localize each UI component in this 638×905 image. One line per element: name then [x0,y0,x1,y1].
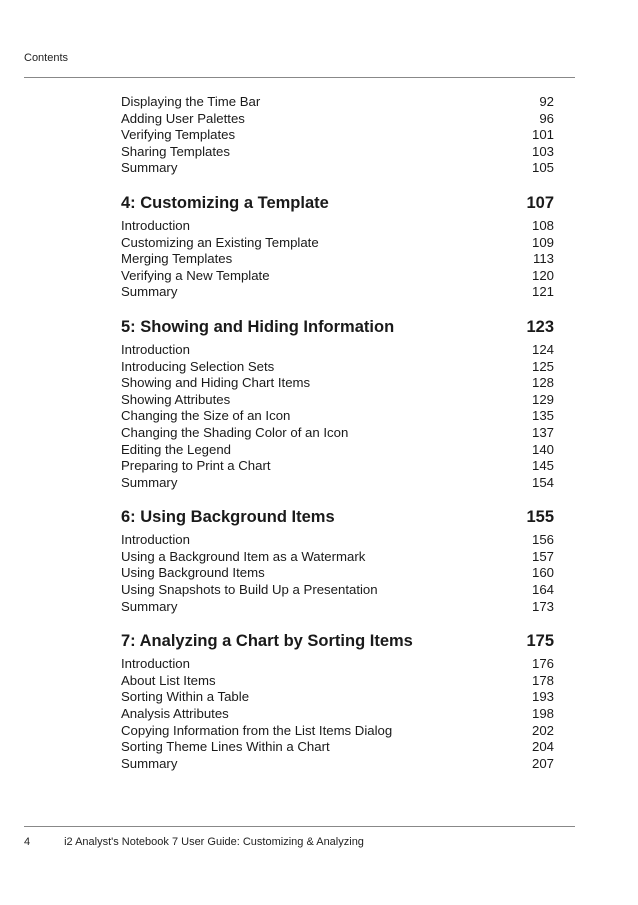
toc-entry-page-number: 125 [531,358,554,374]
toc-entry-page-number: 145 [531,458,554,474]
toc-entry-page-number: 198 [531,706,554,722]
chapter-title: 7: Analyzing a Chart by Sorting Items [121,632,413,651]
toc-entry-page-number: 140 [531,441,554,457]
toc-entry-title: Using Background Items [121,565,265,581]
footer-book-title: i2 Analyst's Notebook 7 User Guide: Customizing & Analyzing [64,836,364,848]
chapter-heading[interactable] [121,507,554,527]
toc-entry-title: Sorting Theme Lines Within a Chart [121,739,330,755]
toc-entry-title: Introducing Selection Sets [121,358,275,374]
toc-entry-page-number: 124 [531,341,554,357]
toc-entry-page-number: 108 [531,217,554,233]
toc-entry-page-number: 154 [531,474,554,490]
chapter-title: 6: Using Background Items [121,508,335,527]
toc-entry[interactable] [121,342,554,359]
toc-entry[interactable] [121,235,554,252]
toc-entry-page-number: 120 [531,267,554,283]
toc-entry[interactable] [121,127,554,144]
toc-entry-page-number: 101 [531,127,554,143]
toc-entry[interactable] [121,706,554,723]
toc-entry[interactable] [121,475,554,492]
toc-entry[interactable] [121,94,554,111]
toc-entry[interactable] [121,425,554,442]
running-header: Contents [24,52,69,64]
toc-entry-title: Using a Background Item as a Watermark [121,548,366,564]
toc-entry[interactable] [121,532,554,549]
toc-entry[interactable] [121,673,554,690]
toc-entry[interactable] [121,723,554,740]
toc-entry[interactable] [121,251,554,268]
table-of-contents [121,94,554,772]
toc-entry-title: Using Snapshots to Build Up a Presentation [121,582,378,598]
toc-entry[interactable] [121,549,554,566]
toc-entry[interactable] [121,144,554,161]
toc-entry-title: Merging Templates [121,251,233,267]
toc-entry[interactable] [121,160,554,177]
chapter-title: 5: Showing and Hiding Information [121,317,395,336]
chapter-heading[interactable] [121,631,554,651]
toc-entry-page-number: 103 [531,143,554,159]
toc-entry-title: Verifying Templates [121,127,236,143]
toc-entry[interactable] [121,359,554,376]
toc-entry-page-number: 129 [531,391,554,407]
toc-entry-title: Summary [121,474,178,490]
toc-entry-page-number: 176 [531,656,554,672]
toc-entry-title: Analysis Attributes [121,706,229,722]
footer-rule [24,826,575,827]
toc-entry-title: Introduction [121,656,190,672]
toc-entry-page-number: 137 [531,424,554,440]
toc-entry-title: Summary [121,755,178,771]
toc-entry-title: Editing the Legend [121,441,231,457]
toc-entry-title: Showing and Hiding Chart Items [121,375,311,391]
toc-entry-page-number: 173 [531,598,554,614]
toc-entry-page-number: 207 [531,755,554,771]
toc-entry[interactable] [121,739,554,756]
toc-entry-title: Copying Information from the List Items Dialog [121,722,393,738]
toc-entry[interactable] [121,111,554,128]
toc-entry-title: Sorting Within a Table [121,689,250,705]
chapter-heading[interactable] [121,193,554,213]
header-rule [24,77,575,78]
toc-entry-title: Introduction [121,532,190,548]
toc-entry-title: Adding User Palettes [121,110,245,126]
toc-entry-page-number: 202 [531,722,554,738]
toc-entry-page-number: 92 [539,94,554,109]
toc-entry-page-number: 193 [531,689,554,705]
toc-entry-page-number: 128 [531,375,554,391]
chapter-page-number: 175 [526,632,554,651]
toc-entry-title: Summary [121,160,178,176]
chapter-page-number: 155 [526,508,554,527]
toc-entry-page-number: 113 [532,251,554,267]
toc-entry-title: Changing the Size of an Icon [121,408,291,424]
toc-section [121,507,554,615]
toc-entry[interactable] [121,268,554,285]
toc-section [121,631,554,772]
chapter-title: 4: Customizing a Template [121,193,329,212]
toc-entry-page-number: 178 [531,672,554,688]
toc-entry-page-number: 157 [531,548,554,564]
toc-entry[interactable] [121,458,554,475]
toc-entry[interactable] [121,442,554,459]
toc-entry-title: Summary [121,284,178,300]
toc-entry-title: Customizing an Existing Template [121,234,319,250]
chapter-heading[interactable] [121,317,554,337]
toc-entry-title: Showing Attributes [121,391,231,407]
page-footer [24,836,364,848]
toc-section [121,94,554,177]
toc-entry[interactable] [121,218,554,235]
toc-section [121,317,554,491]
chapter-page-number: 123 [526,317,554,336]
toc-entry-title: Sharing Templates [121,143,230,159]
toc-entry-page-number: 156 [531,532,554,548]
toc-entry-page-number: 105 [531,160,554,176]
toc-entry-title: Summary [121,598,178,614]
toc-entry[interactable] [121,392,554,409]
toc-entry[interactable] [121,756,554,773]
toc-entry[interactable] [121,375,554,392]
toc-entry-title: Preparing to Print a Chart [121,458,271,474]
toc-entry[interactable] [121,565,554,582]
toc-entry-title: Displaying the Time Bar [121,94,261,109]
toc-entry-title: Verifying a New Template [121,267,270,283]
toc-section [121,193,554,301]
toc-entry-title: Changing the Shading Color of an Icon [121,424,349,440]
toc-entry-title: Introduction [121,341,190,357]
toc-entry[interactable] [121,284,554,301]
toc-entry[interactable] [121,689,554,706]
toc-entry-page-number: 121 [531,284,554,300]
toc-entry-page-number: 96 [539,110,554,126]
footer-page-number: 4 [24,836,31,848]
toc-entry[interactable] [121,599,554,616]
toc-entry[interactable] [121,408,554,425]
toc-entry-title: About List Items [121,672,216,688]
chapter-page-number: 107 [526,193,554,212]
toc-entry[interactable] [121,656,554,673]
toc-entry-title: Introduction [121,217,190,233]
toc-entry-page-number: 164 [531,582,554,598]
toc-entry-page-number: 109 [531,234,554,250]
toc-entry-page-number: 204 [531,739,554,755]
toc-entry[interactable] [121,582,554,599]
toc-entry-page-number: 160 [531,565,554,581]
toc-entry-page-number: 135 [531,408,554,424]
